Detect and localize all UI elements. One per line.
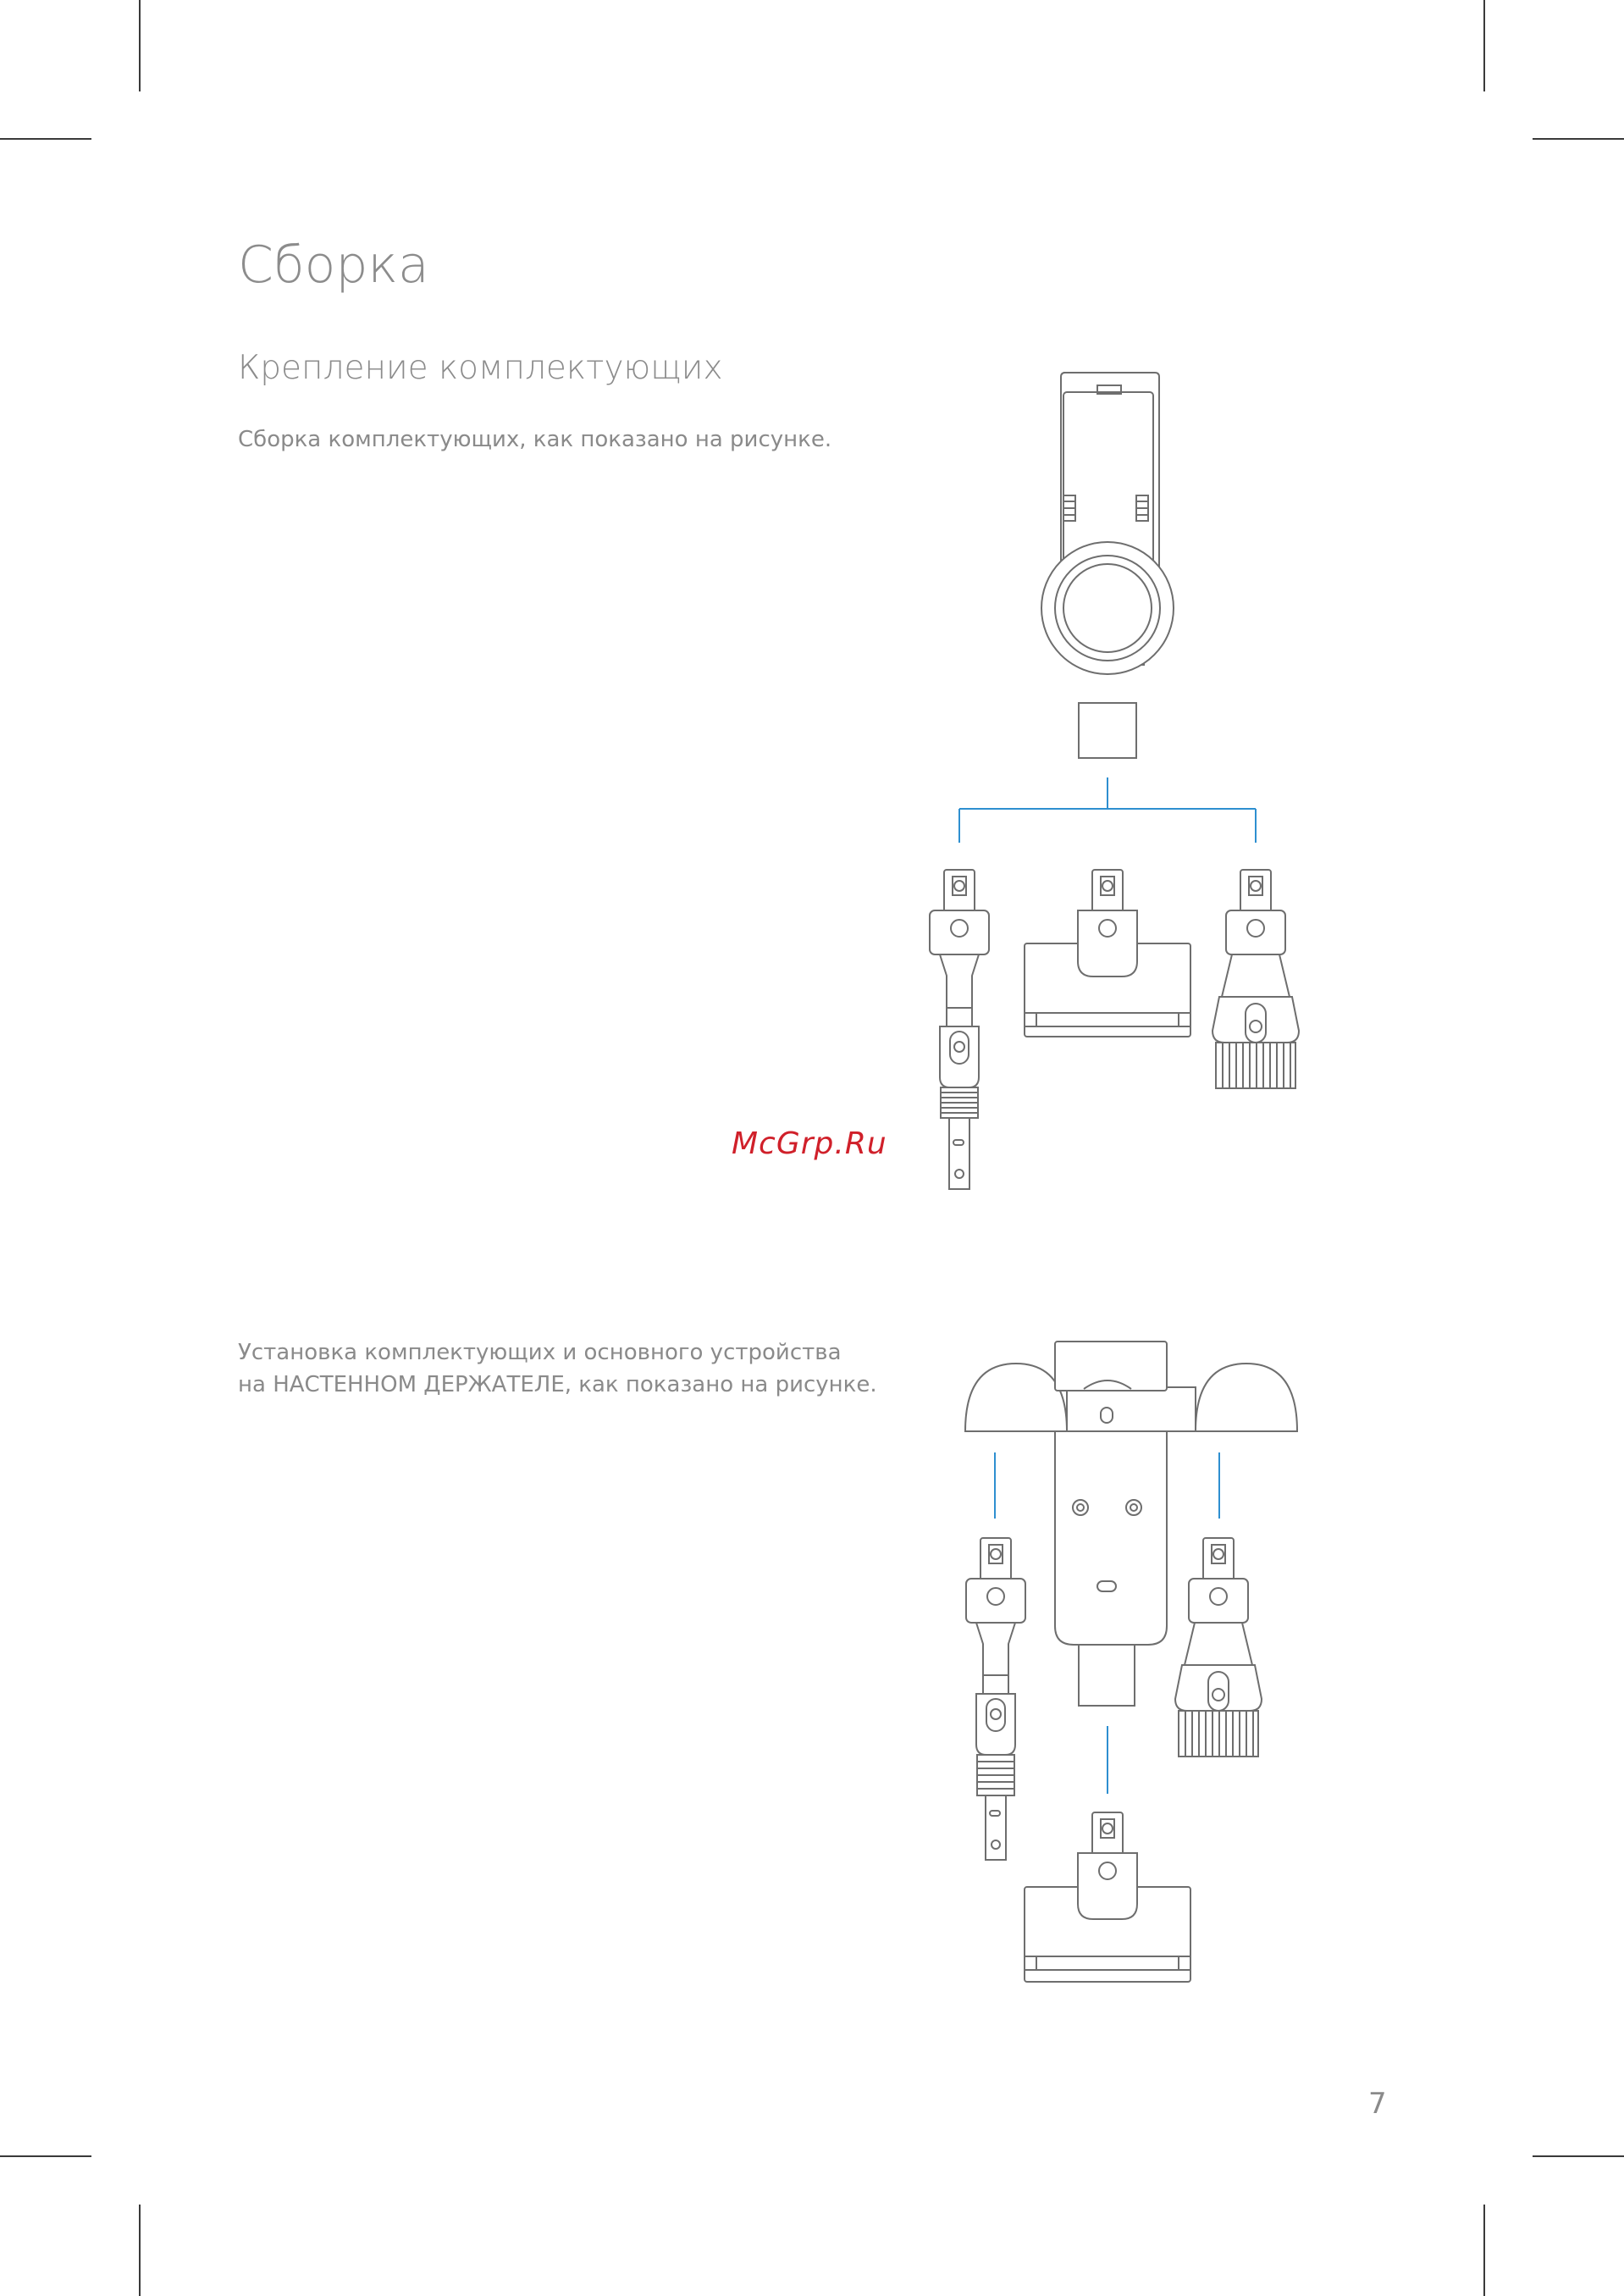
instruction-text-attach: Сборка комплектующих, как показано на рисунке. [238, 427, 832, 452]
instruction-text-wall-line1: Установка комплектующих и основного устройства [238, 1340, 842, 1365]
page-title: Сборка [238, 235, 429, 295]
crevice-tool-mounted [966, 1538, 1025, 1860]
instruction-text-wall-line2: на НАСТЕННОМ ДЕРЖАТЕЛЕ, как показано на рисунке. [238, 1372, 877, 1397]
mini-brush-tool-mounted [1025, 1812, 1190, 1982]
page-number: 7 [1368, 2087, 1387, 2121]
section-heading: Крепление комплектующих [238, 349, 723, 387]
dusting-brush-tool-mounted [1175, 1538, 1262, 1757]
watermark: McGrp.Ru [732, 1126, 887, 1161]
